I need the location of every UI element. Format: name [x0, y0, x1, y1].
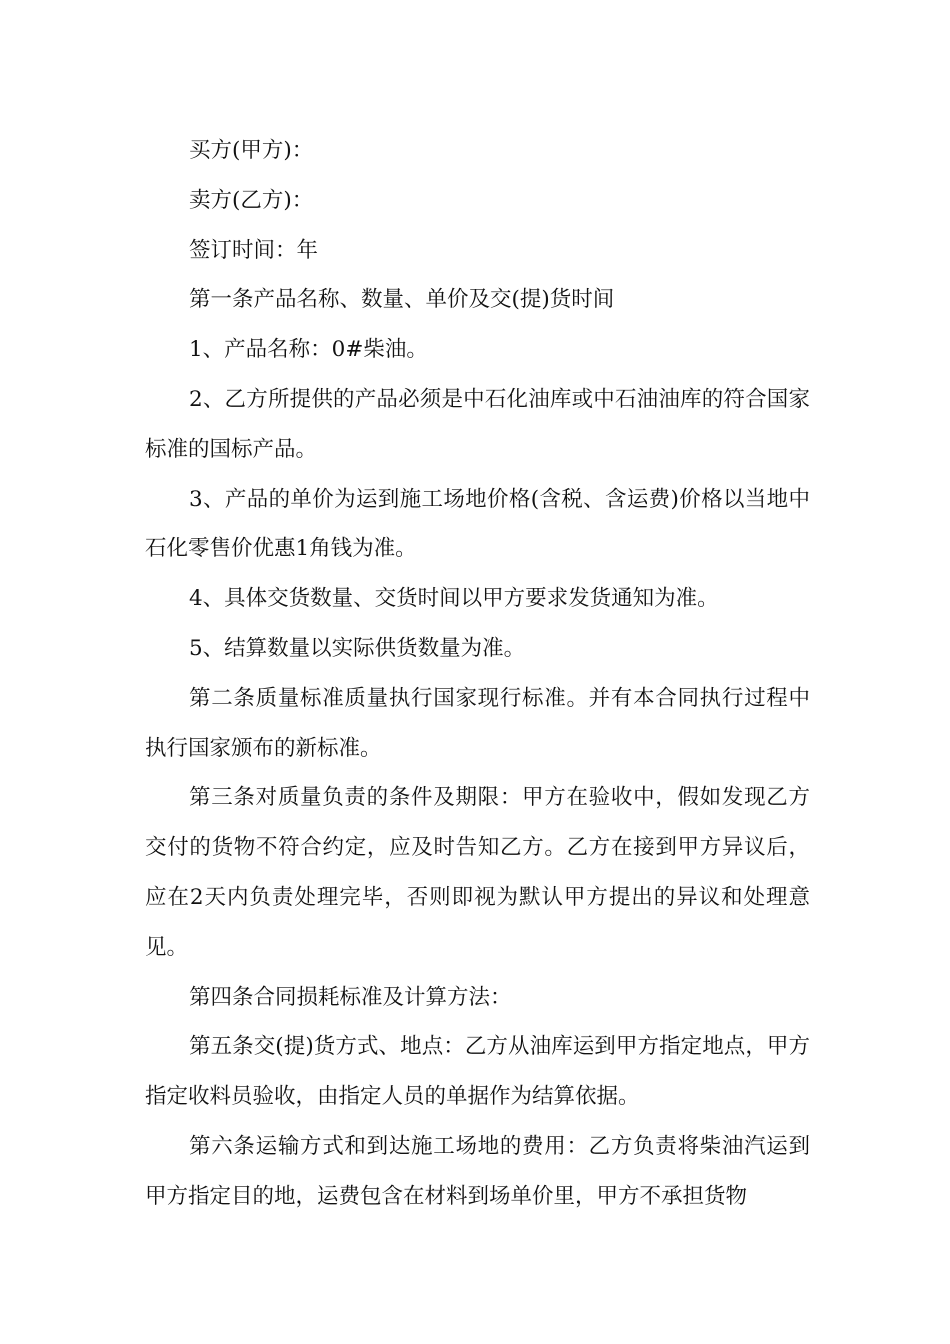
article-1-item-5: 5、结算数量以实际供货数量为准。: [189, 635, 526, 661]
seller-line: 卖方(乙方)：: [189, 187, 314, 213]
article-1-item-4: 4、具体交货数量、交货时间以甲方要求发货通知为准。: [189, 586, 719, 612]
article-1-item-1: 1、产品名称：0#柴油。: [189, 337, 428, 363]
article-3-paragraph: 第三条对质量负责的条件及期限：甲方在验收中，假如发现乙方交付的货物不符合约定，应及时告知乙方。乙方在接到甲方异议后，应在2天内负责处理完毕，否则即视为默认甲方提出的异议和处理意见。: [145, 785, 810, 960]
article-2-paragraph: 第二条质量标准质量执行国家现行标准。并有本合同执行过程中执行国家颁布的新标准。: [145, 685, 810, 761]
contract-body: [145, 126, 810, 1222]
signing-date-line: 签订时间：年: [189, 237, 319, 263]
article-1-item-2: 2、乙方所提供的产品必须是中石化油库或中石油油库的符合国家标准的国标产品。: [145, 386, 810, 462]
buyer-line: 买方(甲方)：: [189, 138, 314, 163]
article-5-paragraph: 第五条交(提)货方式、地点：乙方从油库运到甲方指定地点，甲方指定收料员验收，由指定人员的单据作为结算依据。: [145, 1034, 810, 1110]
article-1-item-3: 3、产品的单价为运到施工场地价格(含税、含运费)价格以当地中石化零售价优惠1角钱为准。: [145, 486, 810, 562]
article-1-heading: 第一条产品名称、数量、单价及交(提)货时间: [189, 287, 615, 313]
article-6-paragraph: 第六条运输方式和到达施工场地的费用：乙方负责将柴油汽运到甲方指定目的地，运费包含在材料到场单价里，甲方不承担货物: [145, 1133, 810, 1209]
article-4-paragraph: 第四条合同损耗标准及计算方法：: [189, 984, 512, 1010]
